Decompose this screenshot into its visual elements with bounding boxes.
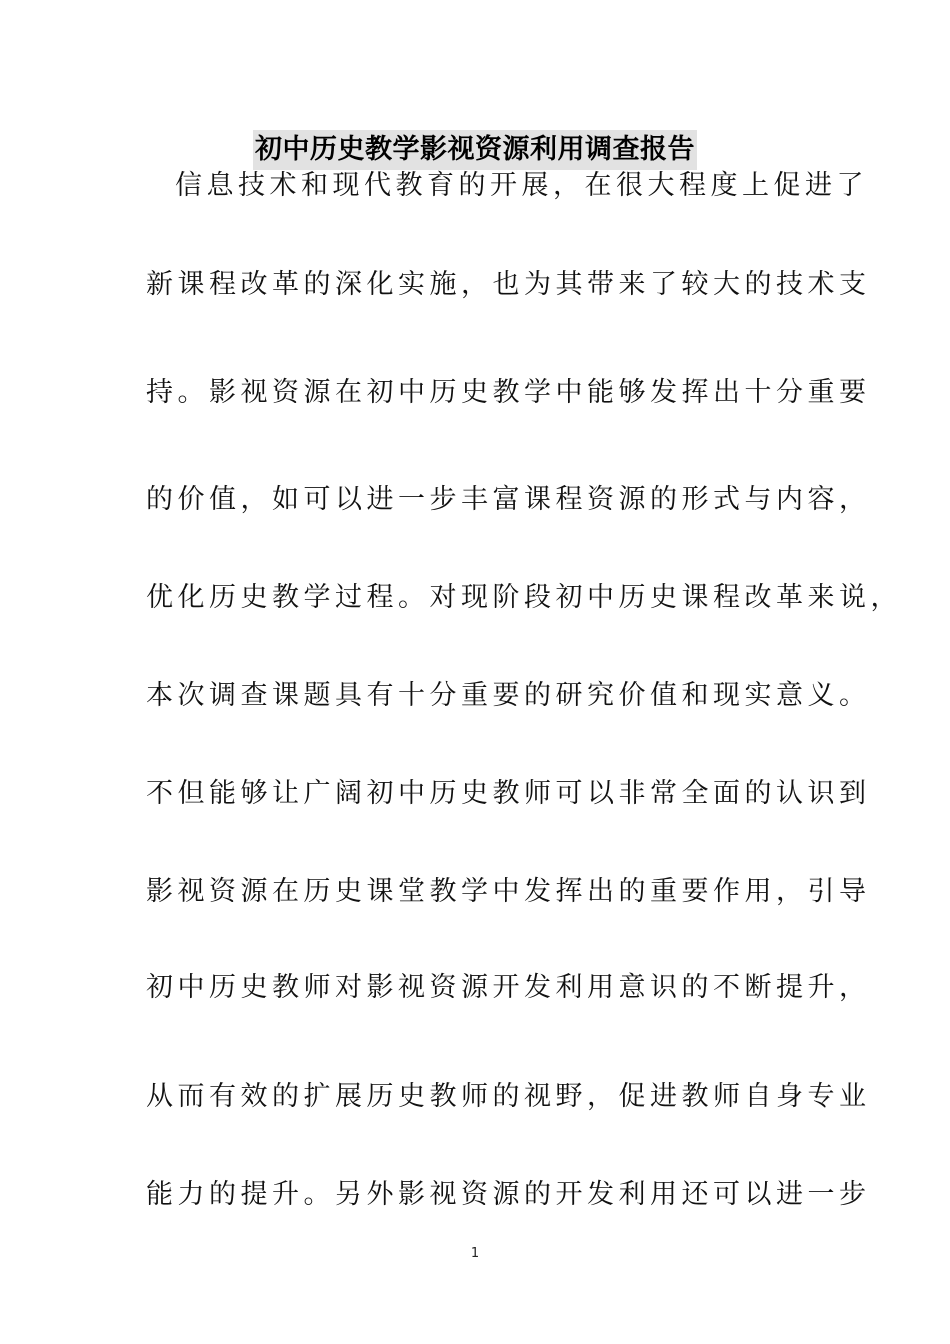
body-line-4: 的价值，如可以进一步丰富课程资源的形式与内容， (146, 484, 871, 515)
document-title (0, 128, 950, 170)
body-line-11: 能力的提升。另外影视资源的开发利用还可以进一步 (146, 1179, 871, 1210)
body-line-2: 新课程改革的深化实施，也为其带来了较大的技术支 (146, 269, 871, 300)
body-line-10: 从而有效的扩展历史教师的视野，促进教师自身专业 (146, 1081, 871, 1112)
body-line-9: 初中历史教师对影视资源开发利用意识的不断提升， (146, 972, 871, 1003)
body-line-3: 持。影视资源在初中历史教学中能够发挥出十分重要 (146, 377, 871, 408)
body-line-5: 优化历史教学过程。对现阶段初中历史课程改革来说， (146, 582, 902, 613)
body-line-7: 不但能够让广阔初中历史教师可以非常全面的认识到 (146, 778, 871, 809)
body-line-1: 信息技术和现代教育的开展，在很大程度上促进了 (175, 170, 868, 201)
document-title-text: 初中历史教学影视资源利用调查报告 (253, 130, 697, 170)
body-line-6: 本次调查课题具有十分重要的研究价值和现实意义。 (146, 680, 871, 711)
page-number: 1 (470, 1246, 480, 1261)
body-line-8: 影视资源在历史课堂教学中发挥出的重要作用，引导 (146, 876, 871, 907)
